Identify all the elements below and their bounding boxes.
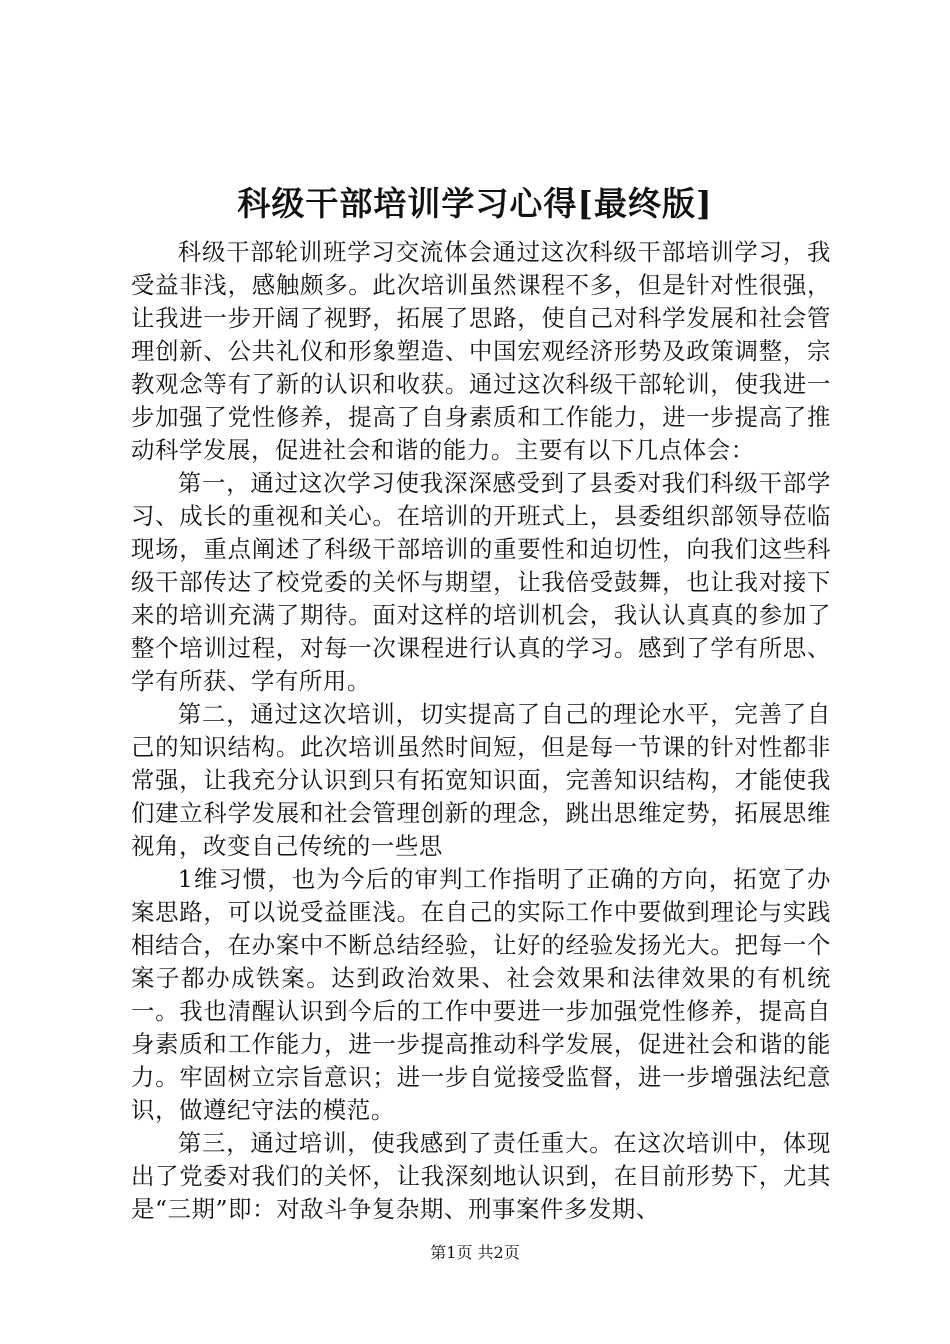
paragraph-intro: 科级干部轮训班学习交流体会通过这次科级干部培训学习，我受益非浅，感触颇多。此次培训虽然课程不多，但是针对性很强，让我进一步开阔了视野，拓展了思路，使自己对科学发展和社会管理创新、公共礼仪和形象塑造、中国宏观经济形势及政策调整，宗教观念等有了新的认识和收获。通过这次科级干部轮训，使我进一步加强了党性修养，提高了自身素质和工作能力，进一步提高了推动科学发展，促进社会和谐的能力。主要有以下几点体会： — [131, 238, 831, 464]
paragraph-continuation: 1维习惯，也为今后的审判工作指明了正确的方向，拓宽了办案思路，可以说受益匪浅。在自己的实际工作中要做到理论与实践相结合，在办案中不断总结经验，让好的经验发扬光大。把每一个案子都办成铁案。达到政治效果、社会效果和法律效果的有机统一。我也清醒认识到今后的工作中要进一步加强党性修养，提高自身素质和工作能力，进一步提高推动科学发展，促进社会和谐的能力。牢固树立宗旨意识；进一步自觉接受监督，进一步增强法纪意识，做遵纪守法的模范。 — [131, 865, 831, 1124]
paragraph-third-point: 第三，通过培训，使我感到了责任重大。在这次培训中，体现出了党委对我们的关怀，让我深刻地认识到，在目前形势下，尤其是“三期”即：对敌斗争复杂期、刑事案件多发期、 — [131, 1129, 831, 1223]
document-body — [131, 236, 831, 1226]
document-title: 科级干部培训学习心得[最终版] — [237, 184, 713, 223]
paragraph-first-point: 第一，通过这次学习使我深深感受到了县委对我们科级干部学习、成长的重视和关心。在培训的开班式上，县委组织部领导莅临现场，重点阐述了科级干部培训的重要性和迫切性，向我们这些科级干部传达了校党委的关怀与期望，让我倍受鼓舞，也让我对接下来的培训充满了期待。面对这样的培训机会，我认认真真的参加了整个培训过程，对每一次课程进行认真的学习。感到了学有所思、学有所获、学有所用。 — [131, 469, 831, 695]
page-number-footer: 第1页 共2页 — [430, 1243, 520, 1262]
paragraph-second-point: 第二，通过这次培训，切实提高了自己的理论水平，完善了自己的知识结构。此次培训虽然时间短，但是每一节课的针对性都非常强，让我充分认识到只有拓宽知识面，完善知识结构，才能使我们建立科学发展和社会管理创新的理念，跳出思维定势，拓展思维视角，改变自己传统的一些思 — [131, 700, 831, 860]
